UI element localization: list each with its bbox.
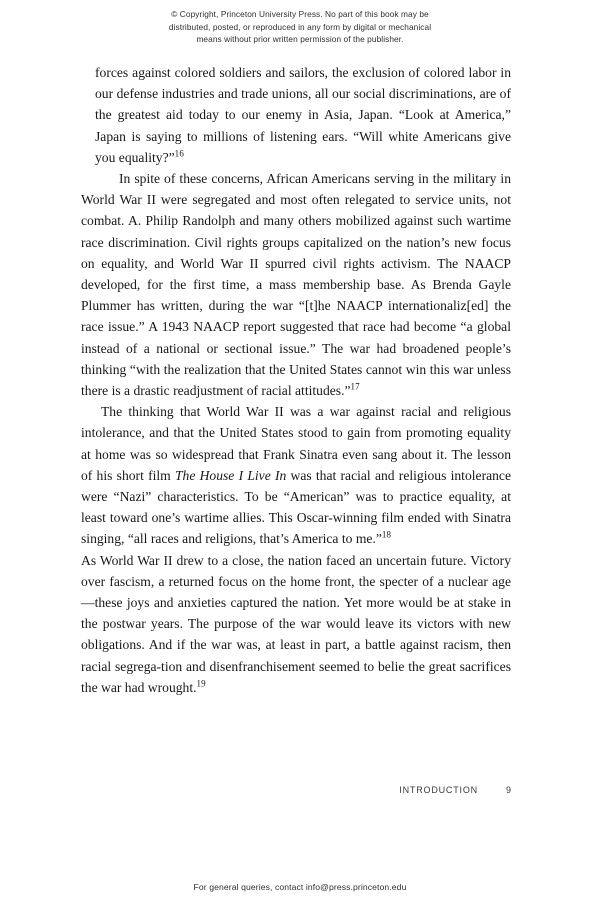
copyright-line-2: distributed, posted, or reproduced in any form by digital or mechanical — [168, 21, 432, 32]
paragraph-as-world-war-ii — [81, 550, 511, 698]
page-number: 9 — [505, 785, 511, 795]
film-title-italic: The House I Live In — [174, 467, 287, 483]
extract-text: forces against colored soldiers and sailors, the exclusion of colored labor in our defense industries and trade unions, all our social discriminations, are of the greatest aid today to our enemy in Asia, Japan. “Look at America,” Japan is saying to millions of listening ears. “Will white Americans give you equality?” — [95, 65, 511, 165]
copyright-notice — [0, 8, 600, 46]
paragraph-the-thinking — [81, 401, 511, 549]
block-quote-extract — [95, 62, 511, 168]
copyright-line-1: © Copyright, Princeton University Press. No part of this book may be — [171, 9, 429, 19]
footnote-marker-19: 19 — [196, 678, 206, 689]
paragraph-text-after-title: was that racial and religious intolerance were “Nazi” characteristics. To be “American” was to practice equality, at least toward one’s wartime allies. This Oscar-winning film ended with Sinatra singing, “all races and religions, that’s America to me.” — [81, 467, 511, 547]
page-text-column — [81, 62, 511, 698]
paragraph-text: As World War II drew to a close, the nation faced an uncertain future. Victory over fascism, a returned focus on the home front, the specter of a nuclear age—these joys and anxieties captured the nation. Yet more would be at stake in the postwar years. The purpose of the war would leave its victors with new obligations. And if the war was, at least in part, a battle against racism, then racial segrega-tion and disenfranchisement seemed to belie the great sacrifices the war had wrought. — [81, 552, 511, 695]
footnote-marker-18: 18 — [381, 529, 392, 540]
running-footer — [81, 785, 511, 795]
footnote-marker-17: 17 — [350, 381, 360, 392]
paragraph-text: In spite of these concerns, African Americans serving in the military in World War II were segregated and most often relegated to service units, not combat. A. Philip Randolph and many others mobilized against such wartime race discrimination. Civil rights groups capitalized on the nation’s new focus on equality, and World War II spurred civil rights activism. The NAACP developed, for the first time, a mass membership base. As Brenda Gayle Plummer has written, during the war “[t]he NAACP internationaliz[ed] the race issue.” A 1943 NAACP report suggested that race had become “a global instead of a national or sectional issue.” The war had broadened people’s thinking “with the realization that the United States cannot win this war unless there is a drastic readjustment of racial attitudes.” — [81, 171, 511, 399]
general-queries-line: For general queries, contact info@press.princeton.edu — [193, 882, 407, 892]
footnote-marker-16: 16 — [174, 148, 184, 159]
footer-section-name: INTRODUCTION — [399, 785, 478, 795]
paragraph-in-spite-of-these-concerns — [81, 168, 511, 401]
copyright-line-3: means without prior written permission of the publisher. — [196, 34, 404, 44]
paragraph-text-before-title: The thinking that World War II was a war against racial and religious intolerance, and that the United States stood to gain from promoting equality at home was so widespread that Frank Sinatra even sang about it. The lesson of his short film — [81, 404, 511, 483]
